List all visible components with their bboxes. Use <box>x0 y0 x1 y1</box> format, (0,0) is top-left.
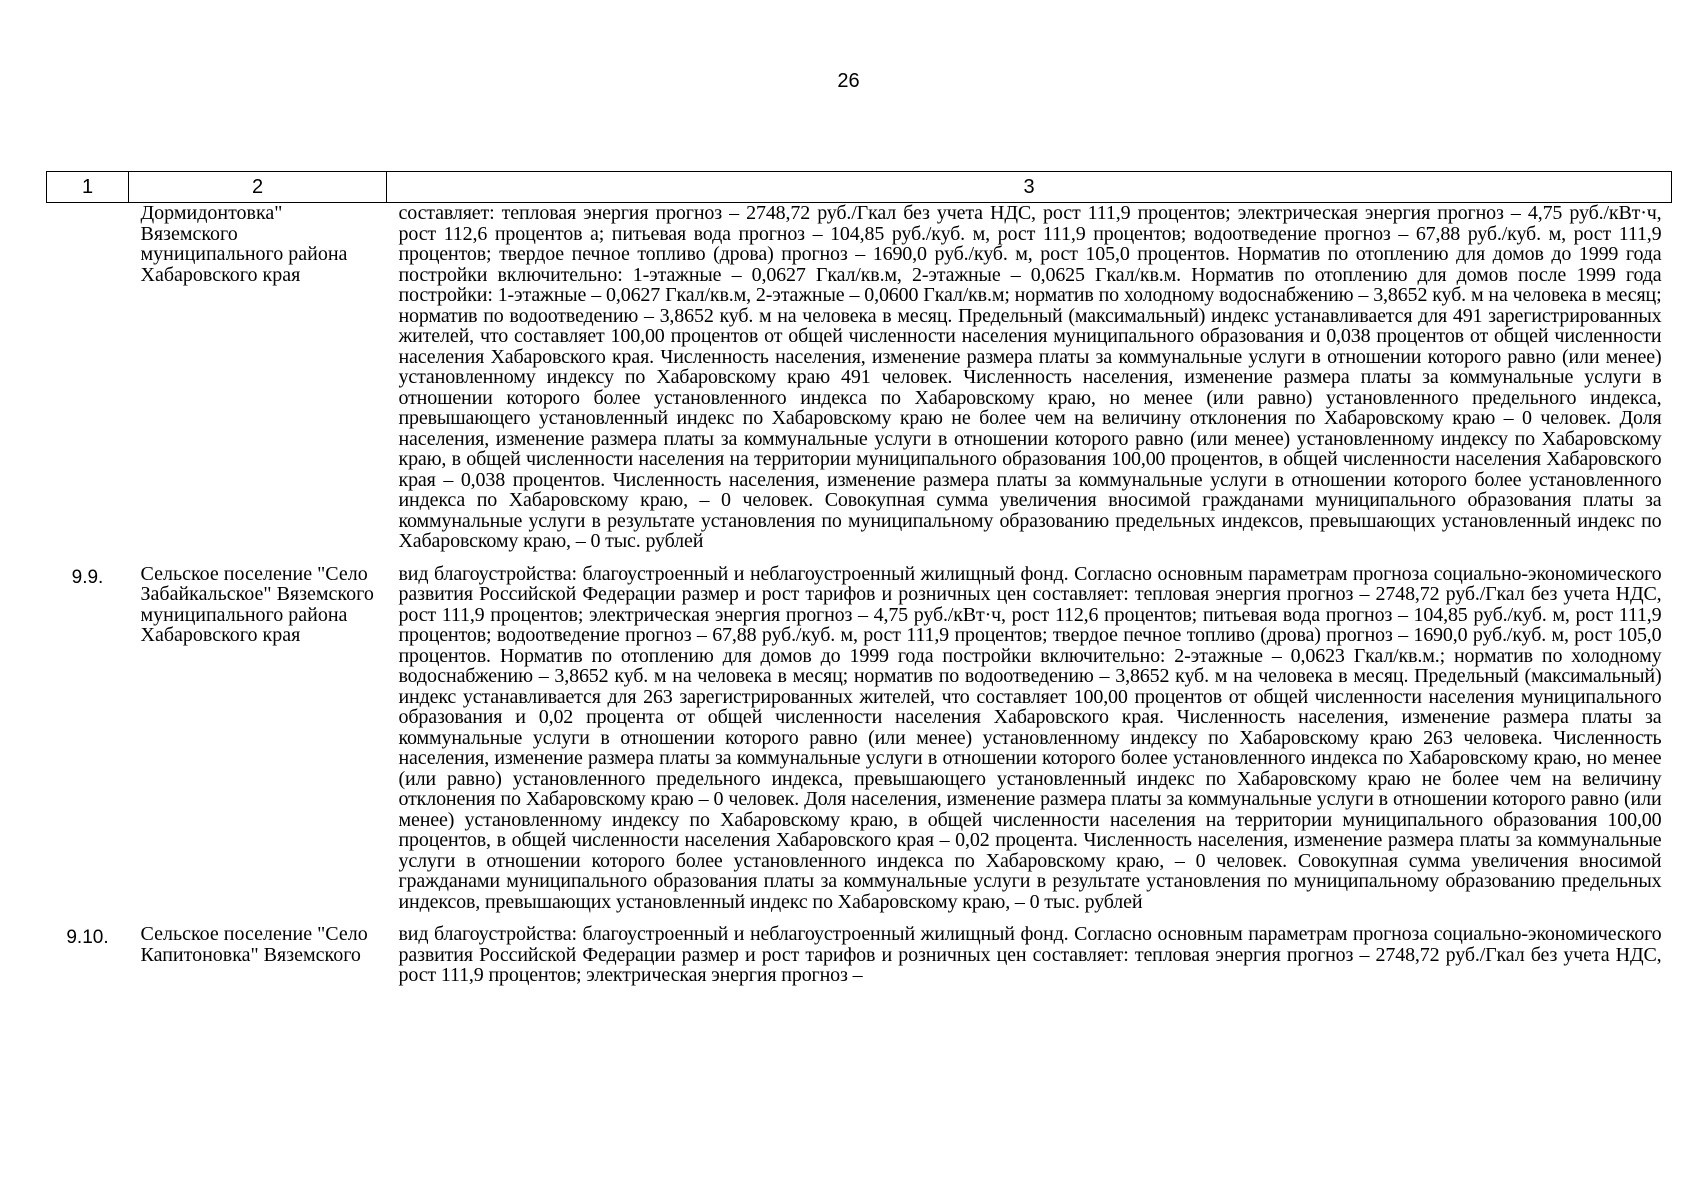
column-header-description: 3 <box>387 172 1672 203</box>
municipality-name: Сельское поселение "Село Забайкальское" Вяземского муниципального района Хабаровского края <box>140 562 374 646</box>
table-row <box>47 203 1672 564</box>
row-description: вид благоустройства: благоустроенный и неблагоустроенный жилищный фонд. Согласно основным параметрам прогноза социально-экономического развития Российской Федерации размер и рост тарифов и розничных цен составляет: тепловая энергия прогноз – 2748,72 руб./Гкал без учета НДС, рост 111,9 процентов; электрическая энергия прогноз – <box>398 923 1662 986</box>
tariff-table <box>46 171 1672 998</box>
table-header-row <box>47 172 1672 203</box>
municipality-name: Сельское поселение "Село Капитоновка" Вяземского <box>140 923 368 966</box>
row-number <box>47 203 129 564</box>
row-description: составляет: тепловая энергия прогноз – 2748,72 руб./Гкал без учета НДС, рост 111,9 процентов; электрическая энергия прогноз – 4,75 руб./кВт·ч, рост 112,6 процентов а; питьевая вода прогноз – 104,85 руб./куб. м, рост 111,9 процентов; водоотведение прогноз – 67,88 руб./куб. м, рост 111,9 процентов; твердое печное топливо (дрова) прогноз – 1690,0 руб./куб. м, рост 105,0 процентов. Норматив по отоплению для домов до 1999 года постройки включительно: 1-этажные – 0,0627 Гкал/кв.м, 2-этажные – 0,0625 Гкал/кв.м. Норматив по отоплению для домов после 1999 года постройки: 1-этажные – 0,0627 Гкал/кв.м, 2-этажные – 0,0600 Гкал/кв.м; норматив по холодному водоснабжению – 3,8652 куб. м на человека в месяц; норматив по водоотведению – 3,8652 куб. м на человека в месяц. Предельный (максимальный) индекс устанавливается для 491 зарегистрированных жителей, что составляет 100,00 процентов от общей численности населения муниципального образования и 0,038 процентов от общей численности населения Хабаровского края. Численность населения, изменение размера платы за коммунальные услуги в отношении которого равно (или менее) установленному индексу по Хабаровскому краю 491 человек. Численность населения, изменение размера платы за коммунальные услуги в отношении которого более установленного индекса по Хабаровскому краю, но менее (или равно) установленного предельного индекса, превышающего установленный индекс по Хабаровскому краю не более чем на величину отклонения по Хабаровскому краю – 0 человек. Доля населения, изменение размера платы за коммунальные услуги в отношении которого равно (или менее) установленному индексу по Хабаровскому краю, в общей численности населения на территории муниципального образования 100,00 процентов, в общей численности населения Хабаровского края – 0,038 процентов. Численность населения, изменение размера платы за коммунальные услуги в отношении которого более установленного индекса по Хабаровскому краю, – 0 человек. Совокупная сумма увеличения вносимой гражданами муниципального образования платы за коммунальные услуги в результате установления по муниципальному образованию предельных индексов, превышающих установленный индекс по Хабаровскому краю, – 0 тыс. рублей <box>398 202 1662 552</box>
row-number: 9.9. <box>71 566 104 588</box>
page-number: 26 <box>837 70 860 92</box>
table-row <box>47 924 1672 998</box>
row-number: 9.10. <box>66 927 109 948</box>
column-header-number: 1 <box>47 172 129 203</box>
table-row <box>47 564 1672 925</box>
municipality-name: Дормидонтовка" Вяземского муниципального района Хабаровского края <box>140 202 348 286</box>
column-header-municipality: 2 <box>129 172 387 203</box>
row-description: вид благоустройства: благоустроенный и неблагоустроенный жилищный фонд. Согласно основным параметрам прогноза социально-экономического развития Российской Федерации размер и рост тарифов и розничных цен составляет: тепловая энергия прогноз – 2748,72 руб./Гкал без учета НДС, рост 111,9 процентов; электрическая энергия прогноз – 4,75 руб./кВт·ч, рост 112,6 процентов; питьевая вода прогноз – 104,85 руб./куб. м, рост 111,9 процентов; водоотведение прогноз – 67,88 руб./куб. м, рост 111,9 процентов; твердое печное топливо (дрова) прогноз – 1690,0 руб./куб. м, рост 105,0 процентов. Норматив по отоплению для домов до 1999 года постройки включительно: 2-этажные – 0,0623 Гкал/кв.м.; норматив по холодному водоснабжению – 3,8652 куб. м на человека в месяц; норматив по водоотведению – 3,8652 куб. м на человека в месяц. Предельный (максимальный) индекс устанавливается для 263 зарегистрированных жителей, что составляет 100,00 процентов от общей численности населения муниципального образования и 0,02 процента от общей численности населения Хабаровского края. Численность населения, изменение размера платы за коммунальные услуги в отношении которого равно (или менее) установленному индексу по Хабаровскому краю 263 человека. Численность населения, изменение размера платы за коммунальные услуги в отношении которого более установленного индекса по Хабаровскому краю, но менее (или равно) установленного предельного индекса, превышающего установленный индекс по Хабаровскому краю не более чем на величину отклонения по Хабаровскому краю – 0 человек. Доля населения, изменение размера платы за коммунальные услуги в отношении которого равно (или менее) установленному индексу по Хабаровскому краю, в общей численности населения на территории муниципального образования 100,00 процентов, в общей численности населения Хабаровского края – 0,02 процента. Численность населения, изменение размера платы за коммунальные услуги в отношении которого более установленного индекса по Хабаровскому краю, – 0 человек. Совокупная сумма увеличения вносимой гражданами муниципального образования платы за коммунальные услуги в результате установления по муниципальному образованию предельных индексов, превышающих установленный индекс по Хабаровскому краю, – 0 тыс. рублей <box>398 562 1662 913</box>
